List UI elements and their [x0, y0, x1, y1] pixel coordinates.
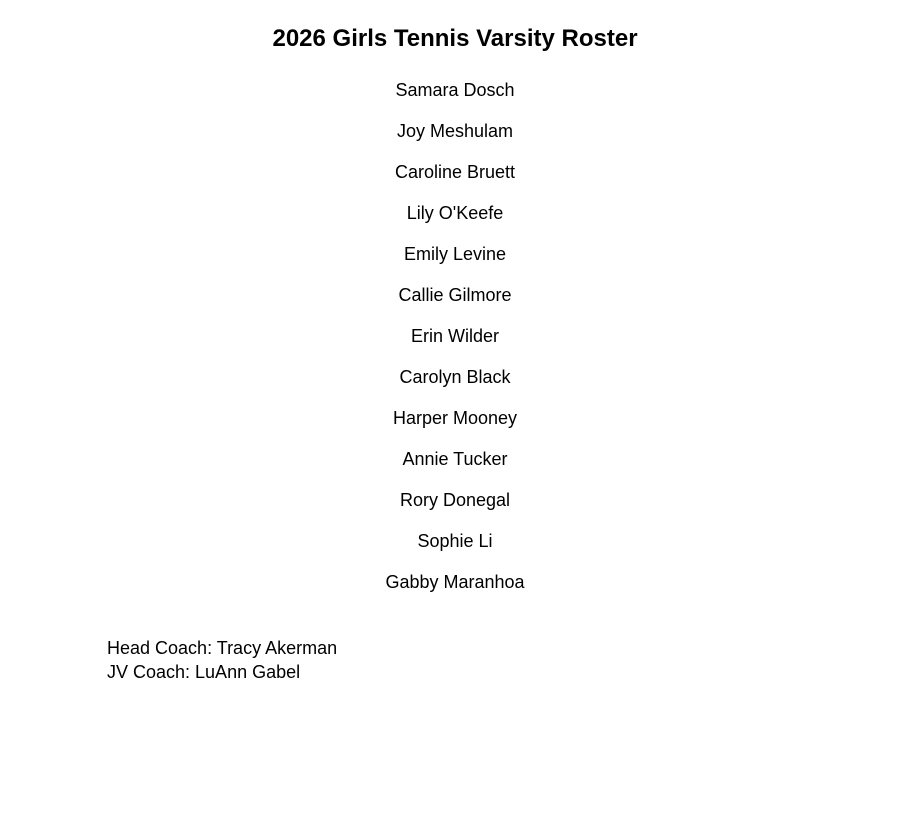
list-item: Annie Tucker — [402, 449, 508, 469]
list-item: Erin Wilder — [410, 326, 499, 346]
list-item: Rory Donegal — [399, 490, 511, 510]
list-item: Samara Dosch — [395, 80, 515, 100]
jv-coach: JV Coach: LuAnn Gabel — [107, 662, 301, 682]
list-item: Lily O'Keefe — [406, 203, 504, 223]
list-item: Sophie Li — [417, 531, 493, 551]
player-list — [0, 78, 910, 611]
list-item: Caroline Bruett — [394, 162, 516, 182]
list-item: Callie Gilmore — [398, 285, 512, 305]
list-item: Gabby Maranhoa — [385, 572, 525, 592]
head-coach: Head Coach: Tracy Akerman — [107, 638, 338, 658]
list-item: Joy Meshulam — [396, 121, 514, 141]
page-title: 2026 Girls Tennis Varsity Roster — [272, 25, 638, 52]
list-item: Harper Mooney — [392, 408, 518, 428]
list-item: Emily Levine — [403, 244, 507, 264]
list-item: Carolyn Black — [399, 367, 511, 387]
coaches-section — [107, 636, 337, 684]
